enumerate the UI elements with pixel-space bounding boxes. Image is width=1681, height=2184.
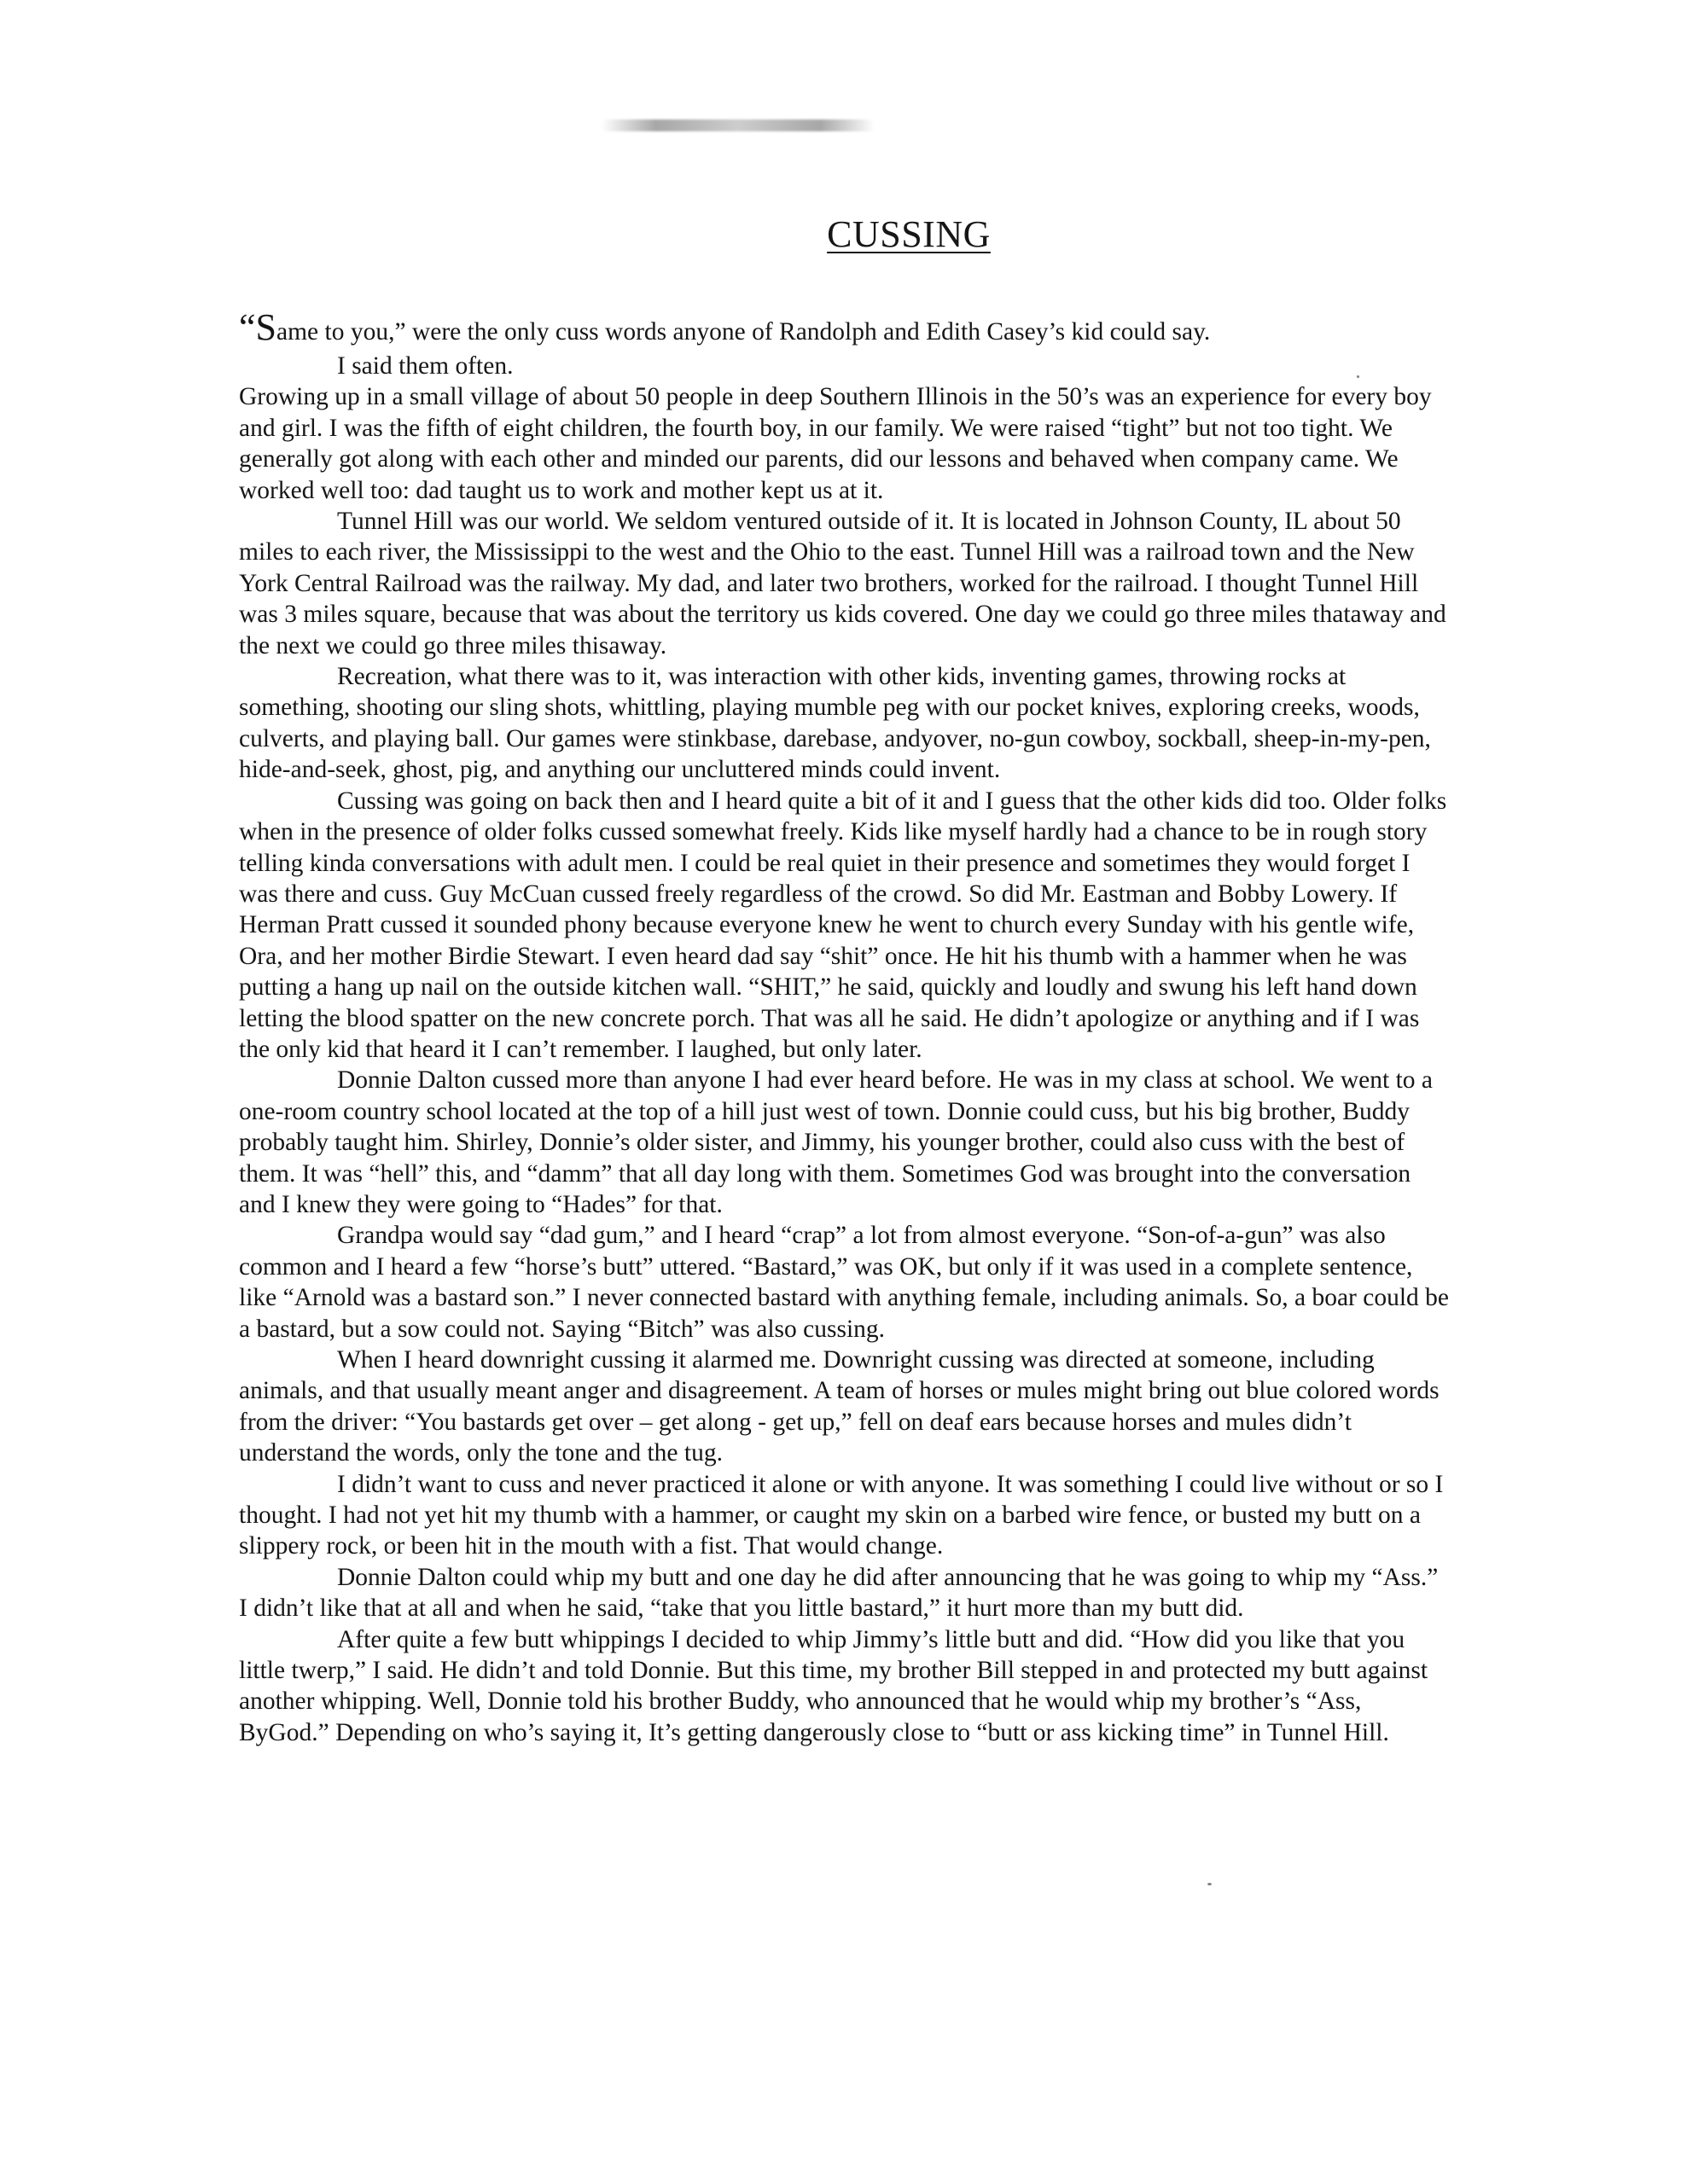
opening-line-rest: ame to you,” were the only cuss words anyone of Randolph and Edith Casey’s kid could say. <box>276 318 1211 346</box>
paragraph: Recreation, what there was to it, was interaction with other kids, inventing games, throwing rocks at something, shooting our sling shots, whittling, playing mumble peg with our pocket knives, exploring creeks, woods, culverts, and playing ball. Our games were stinkbase, darebase, andyover, no-gun cowboy, sockball, sheep-in-my-pen, hide-and-seek, ghost, pig, and anything our uncluttered minds could invent. <box>239 663 1431 784</box>
document-body <box>239 306 1451 1748</box>
paragraph: I didn’t want to cuss and never practiced it alone or with anyone. It was something I could live without or so I thought. I had not yet hit my thumb with a hammer, or caught my skin on a barbed wire fence, or busted my butt on a slippery rock, or been hit in the mouth with a fist. That would change. <box>239 1470 1444 1560</box>
paragraph: Cussing was going on back then and I heard quite a bit of it and I guess that the other kids did too. Older folks when in the presence of older folks cussed somewhat freely. Kids like myself hardly had a chance to be in rough story telling kinda conversations with adult men. I could be real quiet in their presence and sometimes they would forget I was there and cuss. Guy McCuan cussed freely regardless of the crowd. So did Mr. Eastman and Bobby Lowery. If Herman Pratt cussed it sounded phony because everyone knew he went to church every Sunday with his gentle wife, Ora, and her mother Birdie Stewart. I even heard dad say “shit” once. He hit his thumb with a hammer when he was putting a hang up nail on the outside kitchen wall. “SHIT,” he said, quickly and loudly and swung his left hand down letting the blood spatter on the new concrete porch. That was all he said. He didn’t apologize or anything and if I was the only kid that heard it I can’t remember. I laughed, but only later. <box>239 787 1447 1063</box>
paragraph: Donnie Dalton cussed more than anyone I had ever heard before. He was in my class at school. We went to a one-room country school located at the top of a hill just west of town. Donnie could cuss, but his big brother, Buddy probably taught him. Shirley, Donnie’s older sister, and Jimmy, his younger brother, could also cuss with the best of them. It was “hell” this, and “damm” that all day long with them. Sometimes God was brought into the conversation and I knew they were going to “Hades” for that. <box>239 1066 1434 1218</box>
scan-smudge <box>602 119 875 131</box>
paragraph: I said them often. <box>337 352 514 380</box>
paragraph-list <box>239 351 1451 1748</box>
opening-line-first-letter: “S <box>239 306 276 348</box>
paragraph: Grandpa would say “dad gum,” and I heard “crap” a lot from almost everyone. “Son-of-a-gun” was also common and I heard a few “horse’s butt” uttered. “Bastard,” was OK, but only if it was used in a complete sentence, like “Arnold was a bastard son.” I never connected bastard with anything female, including animals. So, a boar could be a bastard, but a sow could not. Saying “Bitch” was also cussing. <box>239 1222 1450 1343</box>
paragraph: Growing up in a small village of about 50 people in deep Southern Illinois in the 50’s was an experience for every boy and girl. I was the fifth of eight children, the fourth boy, in our family. We were raised “tight” but not too tight. We generally got along with each other and minded our parents, did our lessons and behaved when company came. We worked well too: dad taught us to work and mother kept us at it. <box>239 383 1432 504</box>
paragraph: Donnie Dalton could whip my butt and one day he did after announcing that he was going to whip my “Ass.” I didn’t like that at all and when he said, “take that you little bastard,” it hurt more than my butt did. <box>239 1563 1439 1623</box>
scan-speck <box>1207 1883 1212 1885</box>
paragraph: Tunnel Hill was our world. We seldom ventured outside of it. It is located in Johnson County, IL about 50 miles to each river, the Mississippi to the west and the Ohio to the east. Tunnel Hill was a railroad town and the New York Central Railroad was the railway. My dad, and later two brothers, worked for the railroad. I thought Tunnel Hill was 3 miles square, because that was about the territory us kids covered. One day we could go three miles thataway and the next we could go three miles thisaway. <box>239 508 1446 659</box>
paragraph: When I heard downright cussing it alarmed me. Downright cussing was directed at someone, including animals, and that usually meant anger and disagreement. A team of horses or mules might bring out blue colored words from the driver: “You bastards get over – get along - get up,” fell on deaf ears because horses and mules didn’t understand the words, only the tone and the tug. <box>239 1346 1440 1467</box>
paragraph: After quite a few butt whippings I decided to whip Jimmy’s little butt and did. “How did you like that you little twerp,” I said. He didn’t and told Donnie. But this time, my brother Bill stepped in and protected my butt against another whipping. Well, Donnie told his brother Buddy, who announced that he would whip my brother’s “Ass, ByGod.” Depending on who’s saying it, It’s getting dangerously close to “butt or ass kicking time” in Tunnel Hill. <box>239 1625 1428 1746</box>
scan-speck <box>1357 375 1359 378</box>
opening-line <box>239 306 1451 351</box>
document-title: CUSSING <box>827 213 991 255</box>
